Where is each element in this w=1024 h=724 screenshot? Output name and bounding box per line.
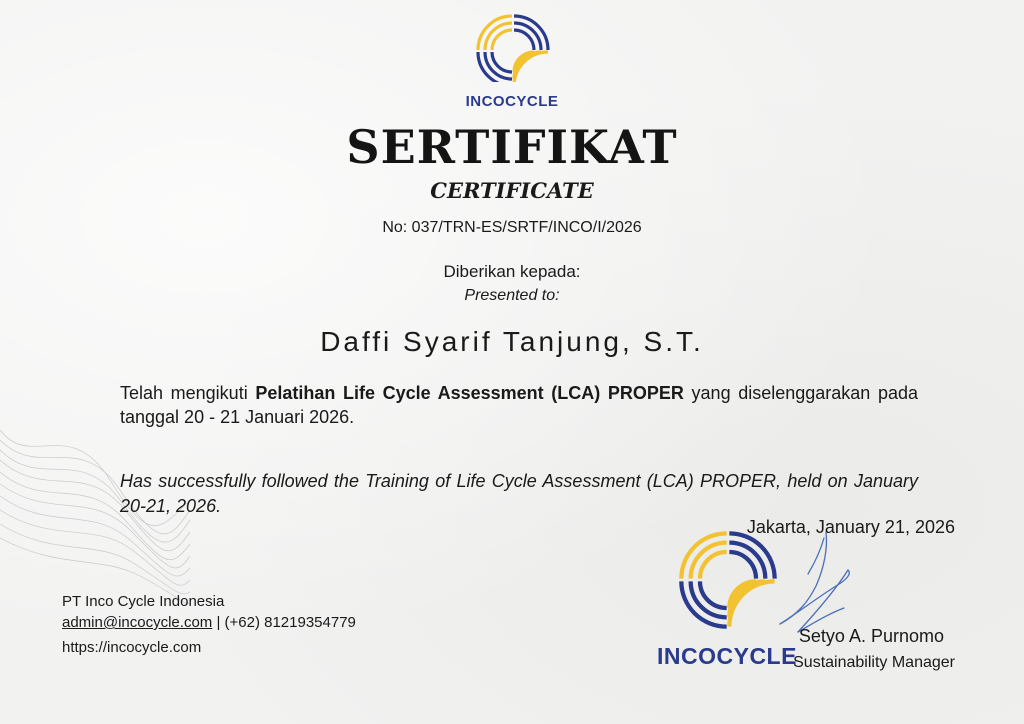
company-name: PT Inco Cycle Indonesia [62,593,225,610]
signer-role: Sustainability Manager [793,654,955,671]
certificate-number: No: 037/TRN-ES/SRTF/INCO/I/2026 [382,219,642,236]
stamp-brand-name: INCOCYCLE [657,643,797,669]
website-link[interactable]: https://incocycle.com [62,639,202,656]
english-statement: Has successfully followed the Training of Life Cycle Assessment (LCA) PROPER, held on January 20-21, 2026. [120,471,918,516]
statement-prefix: Telah mengikuti [120,383,256,403]
given-to-label: Diberikan kepada: [443,262,581,281]
email-link[interactable]: admin@incocycle.com [62,614,213,631]
brand-name: INCOCYCLE [465,93,559,110]
contact-info [62,614,356,631]
certificate-title: SERTIFIKAT [346,120,678,174]
statement-suffix: yang diselenggarakan pada tanggal 20 - 21 Januari 2026. [120,383,918,427]
indonesian-statement [120,381,918,429]
decorative-wave-lines [0,420,190,620]
incocycle-logo-icon [472,12,554,82]
phone-number: | (+62) 81219354779 [212,614,356,631]
signer-name: Setyo A. Purnomo [798,626,944,646]
certificate-subtitle: CERTIFICATE [430,178,594,203]
recipient-name: Daffi Syarif Tanjung, S.T. [320,326,704,357]
course-name: Pelatihan Life Cycle Assessment (LCA) PROPER [255,383,684,403]
presented-to-label: Presented to: [464,287,560,304]
place-and-date: Jakarta, January 21, 2026 [746,517,955,537]
